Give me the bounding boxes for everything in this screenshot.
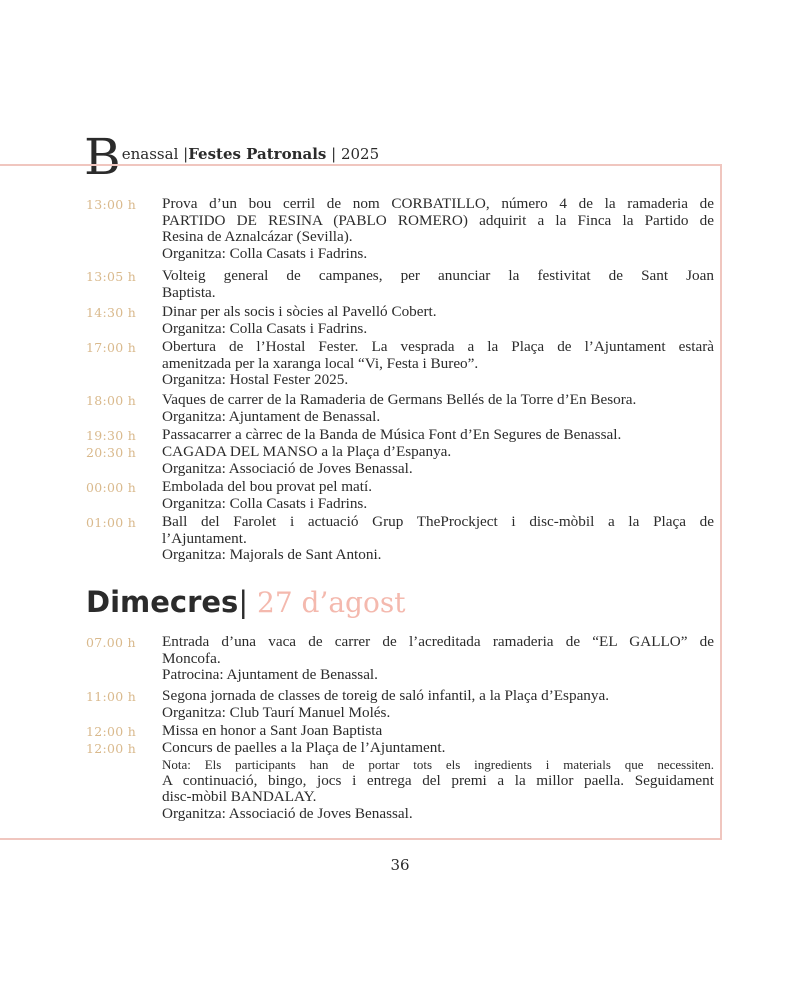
event-text: Obertura de l’Hostal Fester. La vesprada a la Plaça de l’Ajuntament estarà [162,338,714,355]
event-organizer: Organitza: Colla Casats i Fadrins. [162,319,368,337]
event-text: Missa en honor a Sant Joan Baptista [162,722,383,739]
event-text: Segona jornada de classes de toreig de saló infantil, a la Plaça d’Espanya. [162,687,610,704]
event-organizer: Organitza: Associació de Joves Benassal. [162,804,413,822]
event-organizer: Organitza: Hostal Fester 2025. [162,371,349,388]
event-note: Nota: Els participants han de portar tots els ingredients i materials que necessiten. [162,756,714,772]
event-text: Prova d’un bou cerril de nom CORBATILLO, número 4 de la ramaderia de [162,195,714,212]
event-time: 13:00 h [86,197,137,212]
event-time: 12:00 h [86,724,137,739]
header-initial: B [84,128,121,186]
event-text: l’Ajuntament. [162,529,247,547]
event-organizer: Organitza: Ajuntament de Benassal. [162,407,381,425]
event-time: 18:00 h [86,393,137,408]
event-sponsor: Patrocina: Ajuntament de Benassal. [162,666,378,683]
event-time: 20:30 h [86,445,137,460]
day-date: 27 d’agost [248,586,406,619]
event-text: disc-mòbil BANDALAY. [162,788,317,805]
event-text: CAGADA DEL MANSO a la Plaça d’Espanya. [162,443,452,460]
event-time: 13:05 h [86,269,137,284]
event-text: Ball del Farolet i actuació Grup TheProckject i disc-mòbil a la Plaça de [162,513,714,530]
day-heading [86,584,405,621]
event-time: 01:00 h [86,515,137,530]
event-text: Embolada del bou provat pel matí. [162,478,373,495]
event-organizer: Organitza: Colla Casats i Fadrins. [162,244,368,262]
heading-separator: | [238,585,249,619]
event-text: Concurs de paelles a la Plaça de l’Ajuntament. [162,739,446,756]
day-name: Dimecres [86,585,239,619]
event-organizer: Organitza: Colla Casats i Fadrins. [162,494,368,512]
event-time: 11:00 h [86,689,137,704]
event-text: PARTIDO DE RESINA (PABLO ROMERO) adquirit a la Finca la Partido de [162,211,714,229]
event-time: 14:30 h [86,305,137,320]
event-time: 12:00 h [86,741,137,756]
event-text: Volteig general de campanes, per anunciar la festivitat de Sant Joan [162,267,714,284]
event-time: 17:00 h [86,340,137,355]
event-text: A continuació, bingo, jocs i entrega del premi a la millor paella. Seguidament [162,771,714,789]
event-text: Resina de Aznalcázar (Sevilla). [162,228,353,245]
event-organizer: Organitza: Club Taurí Manuel Molés. [162,703,391,721]
event-text: Vaques de carrer de la Ramaderia de Germans Bellés de la Torre d’En Besora. [162,391,637,408]
event-text: Dinar per als socis i sòcies al Pavelló Cobert. [162,303,437,320]
event-organizer: Organitza: Associació de Joves Benassal. [162,459,413,477]
event-text: Moncofa. [162,649,221,667]
event-time: 07.00 h [86,635,136,650]
event-text: Passacarrer a càrrec de la Banda de Música Font d’En Segures de Benassal. [162,426,622,443]
event-text: Entrada d’una vaca de carrer de l’acreditada ramaderia de “EL GALLO” de [162,633,714,650]
event-organizer: Organitza: Majorals de Sant Antoni. [162,546,382,563]
header-title: enassal |Festes Patronals | 2025 [121,145,380,163]
event-time: 00:00 h [86,480,137,495]
page-number: 36 [390,856,410,874]
event-time: 19:30 h [86,428,137,443]
event-text: amenitzada per la xaranga local “Vi, Festa i Bureo”. [162,354,479,372]
event-text: Baptista. [162,283,216,301]
